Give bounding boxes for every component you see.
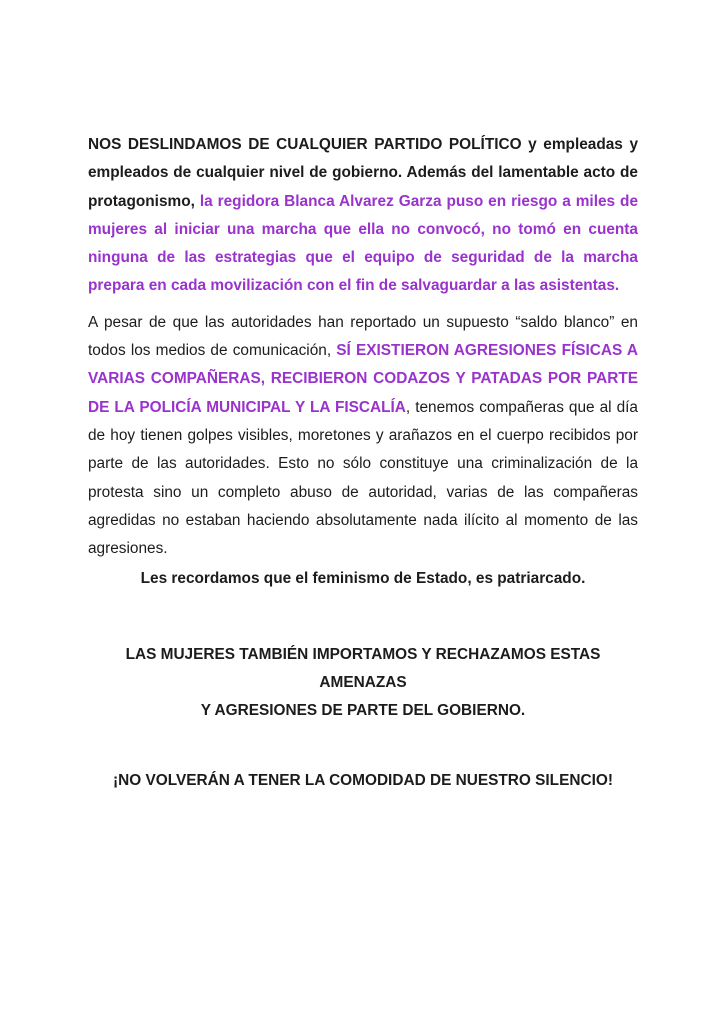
paragraph-disclaimer — [88, 131, 638, 301]
statement-silence: ¡NO VOLVERÁN A TENER LA COMODIDAD DE NUESTRO SILENCIO! — [113, 771, 613, 789]
paragraph-segment-highlight: SÍ EXISTIERON AGRESIONES FÍSICAS A VARIAS COMPAÑERAS, RECIBIERON CODAZOS Y PATADAS POR PARTE DE LA POLICÍA MUNICIPAL Y LA FISCALÍA — [88, 342, 638, 416]
paragraph-segment-highlight: la regidora Blanca Alvarez Garza puso en riesgo a miles de mujeres al iniciar una marcha que ella no convocó, no tomó en cuenta ninguna de las estrategias que el equipo de seguridad de la marcha prepara en cada movilización con el fin de salvaguardar a las asistentas. — [88, 192, 639, 295]
paragraph-segment: A pesar de que las autoridades han reportado un supuesto “saldo blanco” en todos los medios de comunicación, — [88, 313, 638, 360]
paragraph-aggressions — [88, 309, 638, 564]
statement-rejection — [88, 641, 638, 726]
paragraph-segment: , tenemos compañeras que al día de hoy tienen golpes visibles, moretones y arañazos en el cuerpo recibidos por parte de las autoridades. Esto no sólo constituye una criminalización de la protesta sino un completo abuso de autoridad, varias de las compañeras agredidas no estaban haciendo absolutamente nada ilícito al momento de las agresiones. — [88, 398, 638, 558]
paragraph-segment: NOS DESLINDAMOS DE CUALQUIER PARTIDO POLÍTICO y empleadas y empleados de cualquier nivel de gobierno. Además del lamentable acto de protagonismo, — [88, 136, 638, 210]
statement-feminism: Les recordamos que el feminismo de Estado, es patriarcado. — [140, 570, 586, 588]
statement-rejection-line-2: Y AGRESIONES DE PARTE DEL GOBIERNO. — [200, 702, 526, 720]
document-content — [88, 131, 638, 795]
statement-rejection-line-1: LAS MUJERES TAMBIÉN IMPORTAMOS Y RECHAZAMOS ESTAS AMENAZAS — [125, 645, 601, 692]
